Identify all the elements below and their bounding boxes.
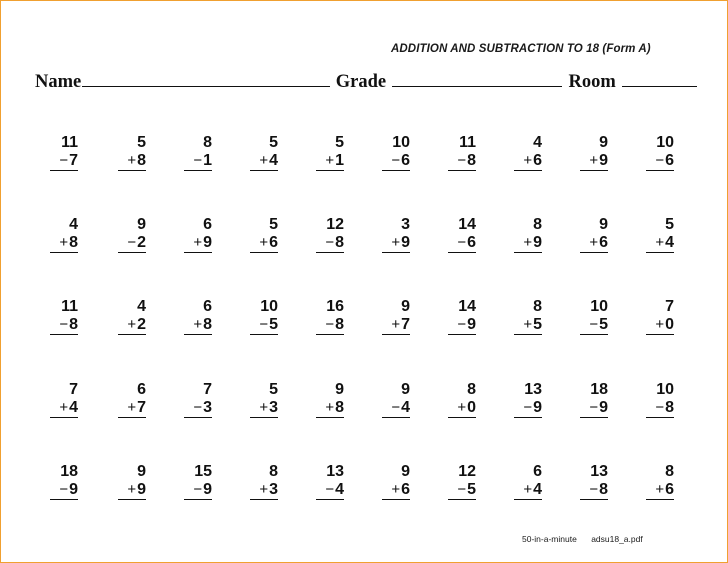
problem-bottom-number: 7 (137, 399, 146, 416)
problem-bottom-number: 9 (599, 152, 608, 169)
math-problem (102, 463, 146, 500)
problem-top-number: 4 (69, 216, 78, 233)
problem-top-number: 10 (392, 134, 410, 151)
problem-bottom-number: 6 (533, 152, 542, 169)
problem-bottom-line (382, 399, 410, 418)
problem-bottom-line (382, 152, 410, 171)
math-problem (498, 463, 542, 500)
problem-top-number: 7 (665, 298, 674, 315)
problem-top-number: 9 (401, 298, 410, 315)
problem-operator: + (193, 316, 203, 333)
problem-operator: + (523, 234, 533, 251)
math-problem (168, 134, 212, 171)
problem-bottom-number: 9 (69, 481, 78, 498)
math-problem (34, 134, 78, 171)
problem-top-number: 6 (137, 381, 146, 398)
problem-operator: − (59, 481, 69, 498)
problem-top-number: 6 (203, 298, 212, 315)
name-label: Name (35, 72, 82, 92)
math-problem (630, 134, 674, 171)
math-problem (498, 381, 542, 418)
problem-operator: + (259, 234, 269, 251)
problem-top-number: 15 (194, 463, 212, 480)
math-problem (234, 134, 278, 171)
math-problem (234, 381, 278, 418)
problem-bottom-line (250, 316, 278, 335)
problem-bottom-number: 4 (665, 234, 674, 251)
problem-bottom-number: 2 (137, 316, 146, 333)
problem-operator: + (457, 399, 467, 416)
problem-bottom-number: 5 (599, 316, 608, 333)
problem-operator: − (523, 399, 533, 416)
problem-bottom-line (184, 481, 212, 500)
footer-source: 50-in-a-minute (522, 534, 577, 544)
problem-operator: − (193, 399, 203, 416)
problem-bottom-number: 9 (533, 399, 542, 416)
problem-operator: + (589, 152, 599, 169)
worksheet-footer (522, 534, 655, 544)
problem-bottom-line (514, 316, 542, 335)
problem-bottom-line (250, 152, 278, 171)
problem-bottom-line (316, 481, 344, 500)
problem-top-number: 8 (467, 381, 476, 398)
problem-bottom-line (184, 234, 212, 253)
problem-operator: + (523, 316, 533, 333)
problem-top-number: 4 (137, 298, 146, 315)
problem-top-number: 9 (137, 463, 146, 480)
problem-top-number: 14 (458, 298, 476, 315)
problem-operator: + (259, 481, 269, 498)
problem-top-number: 5 (269, 381, 278, 398)
problem-top-number: 8 (203, 134, 212, 151)
room-blank-line (622, 69, 697, 87)
problem-bottom-number: 8 (137, 152, 146, 169)
problem-operator: + (127, 316, 137, 333)
name-blank-line (82, 69, 330, 87)
problem-top-number: 12 (458, 463, 476, 480)
math-problem (630, 216, 674, 253)
math-problem (234, 298, 278, 335)
problem-top-number: 10 (260, 298, 278, 315)
problem-bottom-line (580, 481, 608, 500)
problem-bottom-number: 7 (69, 152, 78, 169)
grade-label: Grade (335, 72, 387, 92)
math-problem (168, 298, 212, 335)
problem-operator: − (457, 316, 467, 333)
math-problem (564, 298, 608, 335)
problem-bottom-number: 5 (533, 316, 542, 333)
problem-top-number: 13 (326, 463, 344, 480)
problem-operator: + (523, 152, 533, 169)
math-problem (432, 381, 476, 418)
problem-bottom-number: 2 (137, 234, 146, 251)
problem-bottom-number: 4 (335, 481, 344, 498)
problem-bottom-line (646, 152, 674, 171)
problem-top-number: 10 (656, 381, 674, 398)
math-problem (34, 463, 78, 500)
problem-top-number: 5 (335, 134, 344, 151)
problem-top-number: 11 (61, 134, 78, 151)
problem-operator: − (655, 399, 665, 416)
room-label: Room (568, 72, 616, 92)
problem-operator: + (655, 234, 665, 251)
math-problem (300, 298, 344, 335)
problem-bottom-number: 8 (665, 399, 674, 416)
math-problem (168, 216, 212, 253)
problem-top-number: 9 (335, 381, 344, 398)
problem-top-number: 3 (401, 216, 410, 233)
problem-bottom-number: 6 (401, 481, 410, 498)
problem-top-number: 7 (203, 381, 212, 398)
problem-bottom-number: 6 (269, 234, 278, 251)
problem-bottom-line (316, 234, 344, 253)
problem-top-number: 9 (401, 381, 410, 398)
problem-bottom-line (316, 152, 344, 171)
problem-bottom-number: 8 (69, 316, 78, 333)
problem-operator: + (59, 399, 69, 416)
problem-operator: + (325, 399, 335, 416)
problem-operator: + (391, 316, 401, 333)
problem-bottom-line (448, 152, 476, 171)
problem-bottom-line (448, 399, 476, 418)
problem-operator: − (325, 316, 335, 333)
math-problem (102, 298, 146, 335)
math-problem (168, 463, 212, 500)
problem-bottom-number: 9 (599, 399, 608, 416)
math-problem (498, 216, 542, 253)
problem-bottom-number: 7 (401, 316, 410, 333)
problem-operator: − (259, 316, 269, 333)
problem-operator: + (391, 481, 401, 498)
problem-operator: − (325, 234, 335, 251)
problem-bottom-number: 6 (665, 152, 674, 169)
math-problem (432, 216, 476, 253)
problem-bottom-number: 9 (401, 234, 410, 251)
problem-operator: + (655, 481, 665, 498)
math-problem (498, 134, 542, 171)
problem-bottom-number: 4 (401, 399, 410, 416)
problem-bottom-line (50, 481, 78, 500)
problem-operator: − (457, 152, 467, 169)
problem-operator: + (589, 234, 599, 251)
problem-bottom-line (646, 481, 674, 500)
problem-operator: − (391, 152, 401, 169)
problem-bottom-line (250, 234, 278, 253)
problem-bottom-number: 3 (269, 399, 278, 416)
problem-top-number: 11 (61, 298, 78, 315)
problem-bottom-line (50, 234, 78, 253)
problem-bottom-line (50, 152, 78, 171)
math-problem (564, 463, 608, 500)
math-problem (366, 298, 410, 335)
math-problem (564, 216, 608, 253)
problem-top-number: 10 (590, 298, 608, 315)
math-problem (432, 463, 476, 500)
math-problem (234, 216, 278, 253)
problem-bottom-number: 1 (335, 152, 344, 169)
math-problem (300, 381, 344, 418)
problem-top-number: 10 (656, 134, 674, 151)
problem-bottom-number: 9 (203, 234, 212, 251)
math-problem (102, 134, 146, 171)
problem-bottom-number: 8 (69, 234, 78, 251)
problem-top-number: 6 (203, 216, 212, 233)
problem-operator: − (589, 316, 599, 333)
math-problem (366, 463, 410, 500)
problem-operator: − (655, 152, 665, 169)
problem-bottom-number: 8 (203, 316, 212, 333)
problem-bottom-line (118, 316, 146, 335)
problem-bottom-line (184, 152, 212, 171)
problem-bottom-number: 6 (401, 152, 410, 169)
problem-operator: − (457, 234, 467, 251)
problem-top-number: 4 (533, 134, 542, 151)
problem-operator: − (59, 152, 69, 169)
problem-bottom-number: 9 (467, 316, 476, 333)
math-problem (300, 463, 344, 500)
problem-bottom-line (316, 399, 344, 418)
problem-top-number: 9 (599, 216, 608, 233)
problem-top-number: 12 (326, 216, 344, 233)
problem-bottom-line (118, 234, 146, 253)
problem-bottom-number: 8 (467, 152, 476, 169)
problem-bottom-number: 6 (599, 234, 608, 251)
math-problem (564, 134, 608, 171)
math-problem (432, 134, 476, 171)
problem-operator: − (127, 234, 137, 251)
problem-bottom-number: 0 (665, 316, 674, 333)
grade-blank-line (392, 69, 562, 87)
problem-bottom-number: 3 (203, 399, 212, 416)
problem-top-number: 5 (269, 134, 278, 151)
math-problem (300, 216, 344, 253)
problem-operator: − (325, 481, 335, 498)
problem-bottom-number: 8 (335, 316, 344, 333)
math-problem (300, 134, 344, 171)
problem-top-number: 9 (401, 463, 410, 480)
math-problem (630, 463, 674, 500)
problem-bottom-line (118, 399, 146, 418)
problem-bottom-number: 6 (665, 481, 674, 498)
problem-bottom-number: 9 (203, 481, 212, 498)
problem-bottom-number: 4 (533, 481, 542, 498)
problem-bottom-line (184, 399, 212, 418)
problem-top-number: 13 (590, 463, 608, 480)
problem-bottom-line (316, 316, 344, 335)
problem-bottom-line (646, 234, 674, 253)
problem-bottom-line (514, 234, 542, 253)
problem-operator: + (259, 399, 269, 416)
problem-bottom-line (646, 316, 674, 335)
problem-bottom-number: 8 (599, 481, 608, 498)
problem-bottom-line (580, 399, 608, 418)
problem-bottom-number: 8 (335, 234, 344, 251)
worksheet-title: ADDITION AND SUBTRACTION TO 18 (Form A) (391, 43, 651, 55)
footer-filename: adsu18_a.pdf (591, 534, 643, 544)
problem-operator: + (193, 234, 203, 251)
problem-top-number: 16 (326, 298, 344, 315)
problem-top-number: 9 (137, 216, 146, 233)
problem-operator: + (59, 234, 69, 251)
problem-operator: − (59, 316, 69, 333)
problem-bottom-line (646, 399, 674, 418)
problem-top-number: 8 (533, 298, 542, 315)
problem-top-number: 5 (269, 216, 278, 233)
problem-bottom-number: 6 (467, 234, 476, 251)
problem-operator: − (193, 152, 203, 169)
problem-bottom-line (580, 316, 608, 335)
problem-top-number: 7 (69, 381, 78, 398)
problem-top-number: 18 (590, 381, 608, 398)
problem-operator: − (457, 481, 467, 498)
problem-top-number: 14 (458, 216, 476, 233)
problem-bottom-line (448, 481, 476, 500)
math-problem (498, 298, 542, 335)
problem-bottom-number: 1 (203, 152, 212, 169)
math-problem (630, 381, 674, 418)
problem-top-number: 13 (524, 381, 542, 398)
math-problem (366, 134, 410, 171)
problem-bottom-line (580, 152, 608, 171)
problem-bottom-line (50, 316, 78, 335)
problem-bottom-number: 3 (269, 481, 278, 498)
math-problem (34, 381, 78, 418)
problem-bottom-line (382, 481, 410, 500)
problem-top-number: 9 (599, 134, 608, 151)
math-problem (234, 463, 278, 500)
math-problem (102, 216, 146, 253)
problem-bottom-line (118, 152, 146, 171)
problem-top-number: 8 (269, 463, 278, 480)
math-problem (168, 381, 212, 418)
student-info-line (35, 69, 697, 93)
problem-bottom-line (514, 152, 542, 171)
math-problem (34, 298, 78, 335)
problem-bottom-number: 8 (335, 399, 344, 416)
problem-operator: + (523, 481, 533, 498)
math-problem (366, 216, 410, 253)
problem-operator: + (127, 152, 137, 169)
problem-operator: + (127, 399, 137, 416)
problem-operator: − (589, 399, 599, 416)
math-problem (630, 298, 674, 335)
problem-operator: − (589, 481, 599, 498)
problem-bottom-line (448, 234, 476, 253)
math-problem (366, 381, 410, 418)
problem-bottom-number: 5 (467, 481, 476, 498)
problem-bottom-line (580, 234, 608, 253)
problem-operator: + (325, 152, 335, 169)
math-problem (102, 381, 146, 418)
problem-top-number: 11 (459, 134, 476, 151)
problem-top-number: 18 (60, 463, 78, 480)
problem-bottom-line (514, 399, 542, 418)
math-problem (34, 216, 78, 253)
problem-operator: − (391, 399, 401, 416)
problem-operator: + (259, 152, 269, 169)
problem-operator: − (193, 481, 203, 498)
problem-bottom-number: 5 (269, 316, 278, 333)
problem-bottom-line (250, 399, 278, 418)
problem-bottom-line (448, 316, 476, 335)
problem-bottom-line (50, 399, 78, 418)
problem-top-number: 5 (665, 216, 674, 233)
problem-bottom-line (184, 316, 212, 335)
problem-bottom-number: 9 (137, 481, 146, 498)
math-problem (564, 381, 608, 418)
problem-bottom-number: 4 (269, 152, 278, 169)
problem-bottom-line (514, 481, 542, 500)
problem-operator: + (391, 234, 401, 251)
problem-top-number: 6 (533, 463, 542, 480)
problem-operator: + (655, 316, 665, 333)
problem-operator: + (127, 481, 137, 498)
problem-top-number: 8 (533, 216, 542, 233)
problem-bottom-line (382, 316, 410, 335)
math-problem (432, 298, 476, 335)
problem-bottom-line (250, 481, 278, 500)
problem-bottom-number: 9 (533, 234, 542, 251)
problem-bottom-line (118, 481, 146, 500)
problem-bottom-number: 0 (467, 399, 476, 416)
problem-top-number: 5 (137, 134, 146, 151)
problem-bottom-line (382, 234, 410, 253)
problem-bottom-number: 4 (69, 399, 78, 416)
problem-top-number: 8 (665, 463, 674, 480)
